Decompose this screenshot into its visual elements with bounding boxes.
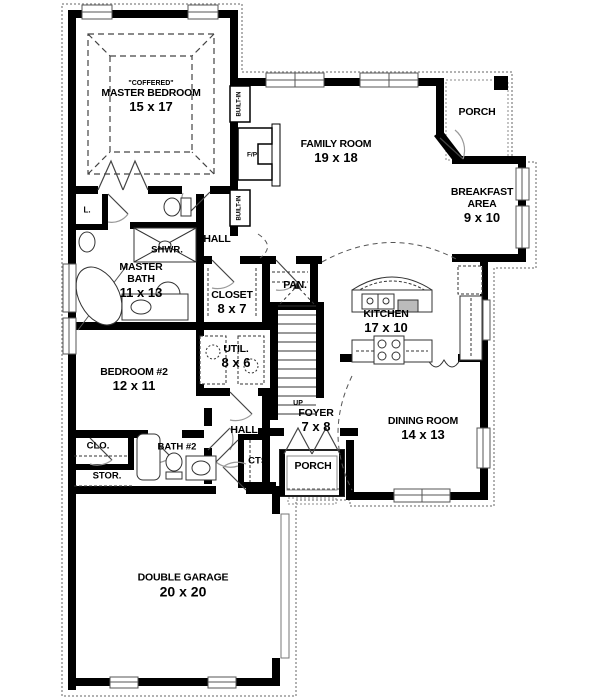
room-label-hall-upper: HALL (203, 233, 231, 246)
room-label-kitchen: KITCHEN 17 x 10 (363, 307, 409, 335)
room-label-breakfast-area: BREAKFAST AREA 9 x 10 (450, 185, 514, 225)
fireplace-label: F/P (246, 151, 258, 159)
room-label-dining-room: DINING ROOM 14 x 13 (387, 414, 459, 442)
room-label-master-bedroom: "COFFERED" MASTER BEDROOM 15 x 17 (101, 79, 201, 114)
room-label-lower-porch: PORCH (294, 460, 332, 473)
room-label-family-room: FAMILY ROOM 19 x 18 (300, 137, 372, 165)
fireplace (238, 124, 280, 186)
toilet-bath2 (166, 453, 182, 479)
room-label-double-garage: DOUBLE GARAGE 20 x 20 (137, 571, 229, 600)
room-label-pantry: PAN. (283, 279, 307, 292)
kitchen-island (352, 277, 432, 312)
pedestal-sink (79, 232, 95, 252)
room-label-hall-lower: HALL (230, 424, 258, 437)
room-label-clo: CLO. (86, 440, 110, 452)
toilet-master (164, 198, 191, 216)
built-in-label-top: BUILT-IN (236, 91, 243, 117)
lower-porch-floor (280, 450, 344, 504)
stairs-up-label: UP (293, 400, 303, 408)
room-label-bedroom-2: BEDROOM #2 12 x 11 (100, 365, 168, 393)
bath2-tub (137, 434, 160, 480)
dining-opening-marks (428, 360, 460, 367)
room-label-foyer: FOYER 7 x 8 (298, 406, 334, 434)
refrigerator (458, 266, 482, 360)
room-label-master-bath: MASTER BATH 11 x 13 (119, 260, 163, 300)
bath2-vanity (186, 456, 216, 480)
room-label-upper-porch: PORCH (458, 106, 496, 119)
garage-door (281, 514, 289, 658)
room-label-bath-2: BATH #2 (157, 441, 197, 453)
built-in-label-bottom: BUILT-IN (236, 195, 243, 221)
room-label-coats: CTS. (248, 455, 270, 467)
stove-counter (352, 336, 432, 364)
room-label-utility: UTIL. 8 x 6 (221, 342, 251, 370)
linen-closet-label: L. (83, 205, 91, 215)
room-label-shower: SHWR. (151, 244, 183, 256)
room-label-storage: STOR. (92, 470, 122, 482)
room-label-closet: CLOSET 8 x 7 (211, 288, 253, 316)
